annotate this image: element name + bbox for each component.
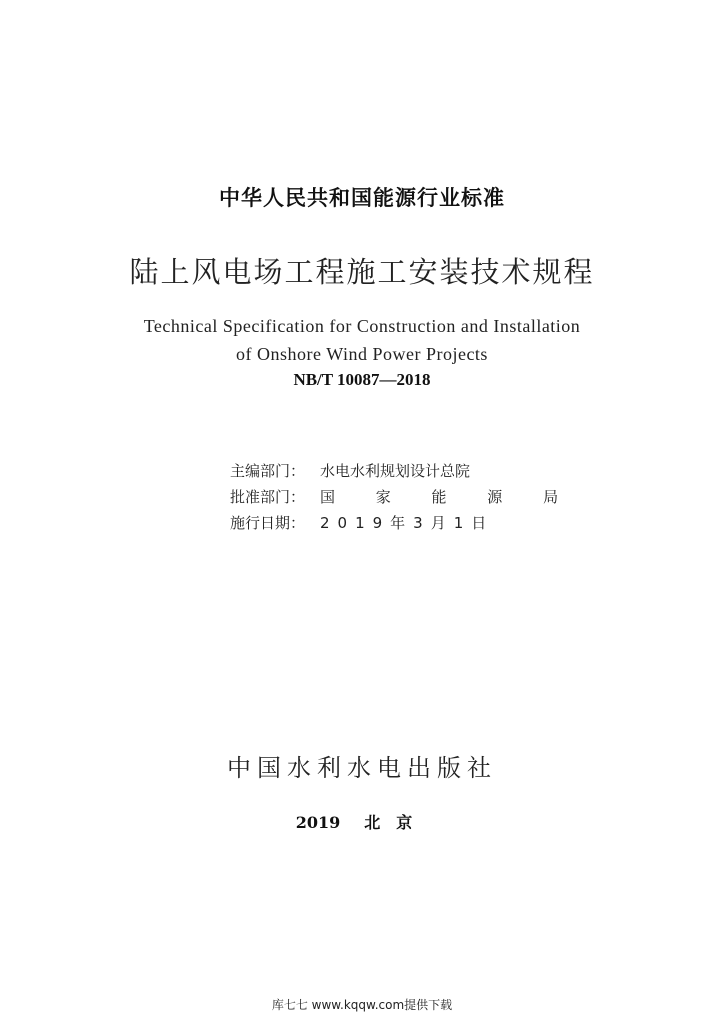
download-watermark: 库七七 www.kqqw.com提供下载: [271, 998, 453, 1012]
info-row-effective-date: [230, 510, 576, 536]
info-value: 水电水利规划设计总院: [320, 462, 471, 480]
info-label: 主编部门：: [230, 462, 306, 480]
title-english-line-2: of Onshore Wind Power Projects: [236, 344, 488, 364]
info-value: 2019年3月1日: [320, 514, 495, 532]
standard-category: 中华人民共和国能源行业标准: [219, 186, 505, 210]
publication-city: 北京: [364, 813, 429, 832]
publication-year: 2019: [295, 813, 341, 832]
title-english-line-1: Technical Specification for Construction and Installation: [143, 316, 581, 336]
info-label: 批准部门：: [230, 488, 306, 506]
info-row-editor: [230, 458, 576, 484]
publisher-name: 中国水利水电出版社: [227, 754, 497, 782]
info-label: 施行日期：: [230, 514, 306, 532]
publication-place: [0, 810, 724, 833]
title-chinese: 陆上风电场工程施工安装技术规程: [129, 255, 595, 289]
info-value: 国 家 能 源 局: [320, 488, 577, 506]
info-row-approver: [230, 484, 576, 510]
info-block: [230, 458, 576, 536]
standard-number: NB/T 10087—2018: [293, 370, 431, 389]
